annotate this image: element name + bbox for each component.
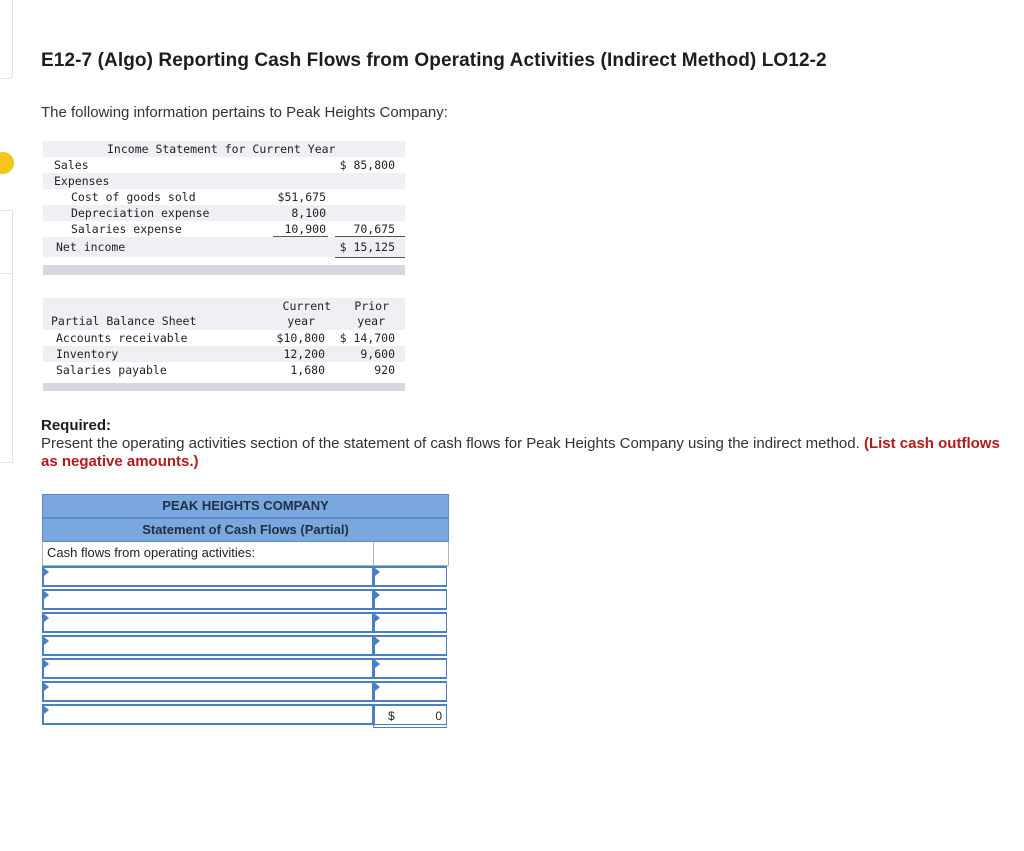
cogs-value: $51,675 [277, 190, 326, 204]
worksheet-row [42, 566, 449, 589]
total-amount-value: 0 [435, 709, 442, 723]
table-row [43, 141, 405, 157]
dropdown-indicator-icon [44, 637, 49, 645]
dropdown-indicator-icon [375, 591, 380, 599]
left-edge-segment [0, 0, 13, 79]
amount-input[interactable] [373, 589, 447, 610]
depreciation-value: 8,100 [291, 206, 326, 220]
column-divider [373, 542, 374, 565]
dropdown-indicator-icon [44, 614, 49, 622]
page-title: E12-7 (Algo) Reporting Cash Flows from Operating Activities (Indirect Method) LO12-2 [41, 50, 827, 71]
inventory-label: Inventory [56, 347, 119, 361]
salaries-payable-prior: 920 [374, 363, 395, 377]
accounts-receivable-label: Accounts receivable [56, 331, 188, 345]
balance-sheet-title: Partial Balance Sheet [51, 314, 197, 328]
salaries-expense-value: 10,900 [284, 222, 326, 236]
salaries-payable-current: 1,680 [290, 363, 325, 377]
required-text: Present the operating activities section of the statement of cash flows for Peak Heights Company using the indirect method. [41, 435, 860, 452]
table-row [43, 173, 405, 189]
amount-input[interactable] [373, 635, 447, 656]
amount-input[interactable] [373, 658, 447, 679]
required-section [41, 417, 1006, 471]
required-heading: Required: [41, 417, 112, 434]
dropdown-indicator-icon [375, 568, 380, 576]
expenses-label: Expenses [54, 174, 110, 188]
description-input[interactable] [42, 566, 373, 587]
operating-activities-label: Cash flows from operating activities: [47, 545, 256, 560]
dropdown-indicator-icon [375, 614, 380, 622]
description-input[interactable] [42, 612, 373, 633]
left-panel-edge [0, 0, 12, 851]
sales-value: $ 85,800 [339, 158, 395, 172]
table-row [43, 157, 405, 173]
table-header-row [43, 298, 405, 330]
table-row [43, 330, 405, 346]
total-amount-field [373, 704, 447, 728]
worksheet-total-row [42, 704, 449, 730]
income-statement-table [43, 141, 405, 275]
required-instruction: (List cash outflows as negative amounts.) [41, 435, 1000, 470]
worksheet-row [42, 681, 449, 704]
left-edge-segment [0, 272, 13, 463]
worksheet-row [42, 589, 449, 612]
accounts-receivable-current: $10,800 [276, 331, 325, 345]
description-input[interactable] [42, 658, 373, 679]
salaries-expense-label: Salaries expense [71, 222, 182, 236]
left-edge-segment [0, 210, 13, 274]
dropdown-indicator-icon [375, 660, 380, 668]
income-statement-header: Income Statement for Current Year [107, 142, 336, 156]
inventory-current: 12,200 [283, 347, 325, 361]
table-footer-band [43, 265, 405, 275]
company-name-header: PEAK HEIGHTS COMPANY [42, 494, 449, 518]
total-underline [335, 257, 405, 258]
dropdown-indicator-icon [44, 660, 49, 668]
net-income-value: $ 15,125 [339, 240, 395, 254]
amount-input[interactable] [373, 612, 447, 633]
col-prior-header-2: year [357, 314, 385, 328]
table-footer-band [43, 383, 405, 391]
cogs-label: Cost of goods sold [71, 190, 196, 204]
col-current-header: Current [282, 299, 331, 313]
table-row [43, 237, 405, 257]
description-input[interactable] [42, 681, 373, 702]
amount-input[interactable] [373, 681, 447, 702]
balance-sheet-table [43, 298, 405, 391]
col-current-header-2: year [287, 314, 315, 328]
table-row [43, 362, 405, 378]
accounts-receivable-prior: $ 14,700 [339, 331, 395, 345]
col-prior-header: Prior [354, 299, 389, 313]
worksheet-row [42, 658, 449, 681]
table-row [43, 205, 405, 221]
dropdown-indicator-icon [44, 706, 49, 714]
salaries-payable-label: Salaries payable [56, 363, 167, 377]
table-row [43, 189, 405, 205]
total-description-input[interactable] [42, 704, 373, 725]
description-input[interactable] [42, 589, 373, 610]
dropdown-indicator-icon [44, 568, 49, 576]
dropdown-indicator-icon [44, 591, 49, 599]
total-expenses-value: 70,675 [353, 222, 395, 236]
inventory-prior: 9,600 [360, 347, 395, 361]
table-row [43, 221, 405, 237]
total-currency-symbol: $ [388, 709, 395, 723]
section-label-row [42, 542, 449, 566]
sales-label: Sales [54, 158, 89, 172]
net-income-label: Net income [56, 240, 126, 254]
table-row [43, 346, 405, 362]
amount-input[interactable] [373, 566, 447, 587]
dropdown-indicator-icon [375, 683, 380, 691]
intro-text: The following information pertains to Peak Heights Company: [41, 104, 448, 121]
worksheet-row [42, 635, 449, 658]
dropdown-indicator-icon [44, 683, 49, 691]
depreciation-label: Depreciation expense [71, 206, 210, 220]
description-input[interactable] [42, 635, 373, 656]
worksheet-row [42, 612, 449, 635]
statement-title-header: Statement of Cash Flows (Partial) [42, 518, 449, 542]
dropdown-indicator-icon [375, 637, 380, 645]
